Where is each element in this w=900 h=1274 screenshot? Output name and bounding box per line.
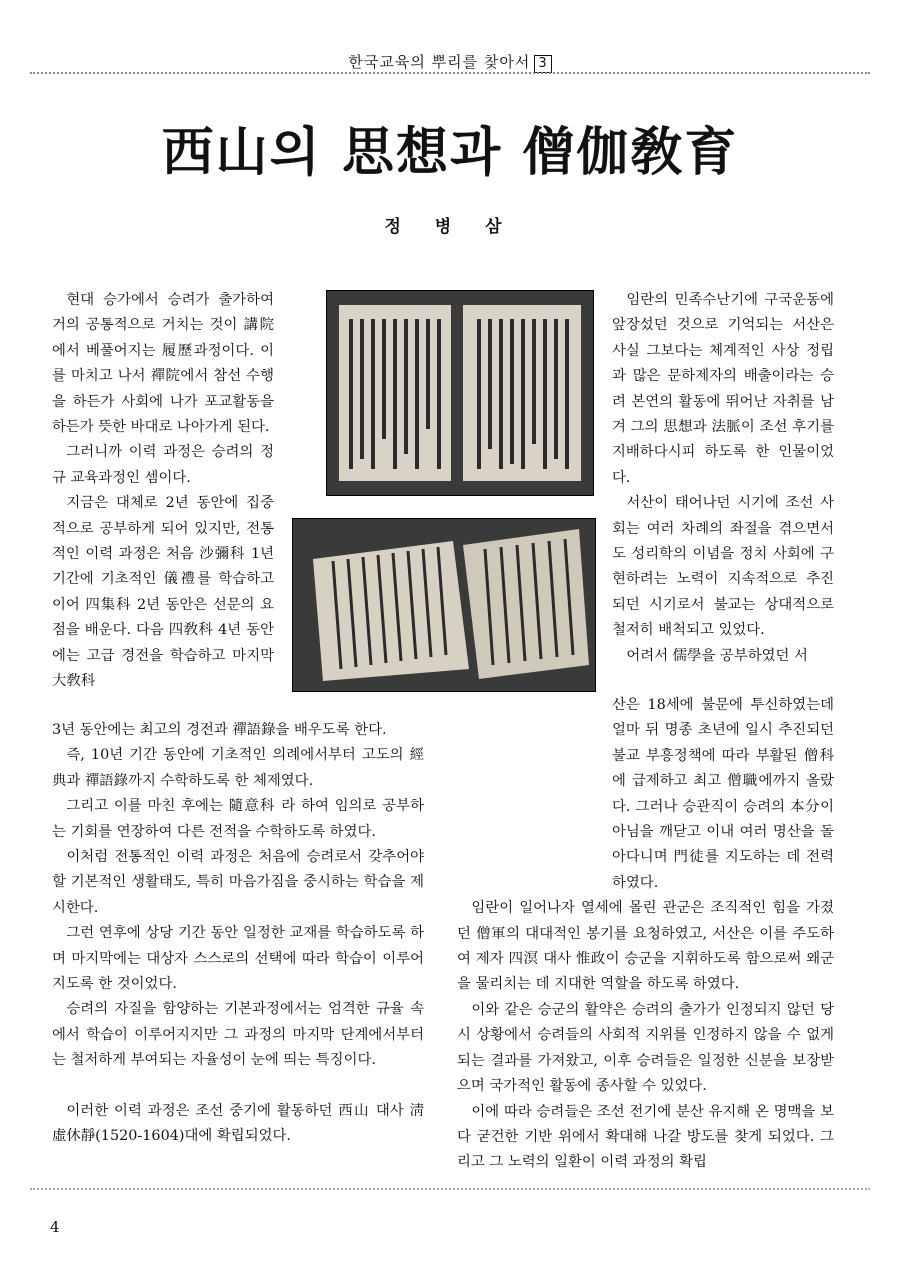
paragraph: 어려서 儒學을 공부하였던 서 — [626, 647, 808, 664]
series-header — [0, 51, 900, 73]
paragraph: 이와 같은 승군의 활약은 승려의 출가가 인정되지 않던 당시 상황에서 승려들의 사회적 지위를 인정하지 않을 수 없게 되는 결과를 가져왔고, 이후 승려들은 일정한 신분을 보장받으며 국가적인 활동에 종사할 수 있었다. — [457, 1001, 834, 1095]
series-title: 한국교육의 뿌리를 찾아서 — [348, 53, 531, 71]
paragraph: 지금은 대체로 2년 동안에 집중적으로 공부하게 되어 있지만, 전통적인 이력 과정은 처음 沙彌科 1년 기간에 기초적인 儀禮를 학습하고 이어 四集科 2년 동안은 선문의 요점을 배운다. 다음 四敎科 4년 동안에는 고급 경전을 학습하고 마지막 大敎科 — [52, 495, 274, 690]
right-column-upper — [612, 288, 834, 669]
series-number: 3 — [534, 55, 551, 73]
scripture-volumes-image — [293, 519, 595, 691]
paragraph: 3년 동안에는 최고의 경전과 禪語錄을 배우도록 한다. — [52, 722, 387, 738]
scripture-volumes-photo — [292, 518, 596, 692]
left-column-upper — [52, 288, 274, 695]
paragraph: 승려의 자질을 함양하는 기본과정에서는 엄격한 규율 속에서 학습이 이루어지지만 그 과정의 마지막 단계에서부터는 철저하게 부여되는 자율성이 눈에 띄는 특징이다. — [52, 1001, 424, 1069]
paragraph: 이처럼 전통적인 이력 과정은 처음에 승려로서 갖추어야 할 기본적인 생활태도, 특히 마음가짐을 중시하는 학습을 제시한다. — [52, 849, 424, 916]
paragraph: 그러니까 이력 과정은 승려의 정규 교육과정인 셈이다. — [52, 444, 274, 486]
article-title: 西山의 思想과 僧伽敎育 — [161, 122, 739, 183]
paragraph: 임란이 일어나자 열세에 몰린 관군은 조직적인 힘을 가졌던 僧軍의 대대적인 봉기를 요청하였고, 서산은 이를 주도하여 제자 四溟 대사 惟政이 승군을 지휘하도록 함으로써 왜군을 물리치는 데 지대한 역할을 하도록 하였다. — [457, 900, 834, 993]
right-column-lower — [457, 693, 834, 1176]
footer-divider — [30, 1188, 870, 1190]
paragraph: 산은 18세에 불문에 투신하였는데 얼마 뒤 명종 초년에 일시 추진되던 불교 부흥정책에 따라 부활된 僧科에 급제하고 최고 僧職에까지 올랐다. 그러나 승관직이 승려의 本分이 아님을 깨닫고 이내 여러 명산을 돌아다니며 門徒를 지도하는 데 전력하였다. — [612, 697, 834, 891]
header-divider — [30, 72, 870, 74]
paragraph: 이에 따라 승려들은 조선 전기에 분산 유지해 온 명맥을 보다 굳건한 기반 위에서 확대해 나갈 방도를 찾게 되었다. 그리고 그 노력의 일환이 이력 과정의 확립 — [457, 1103, 834, 1171]
sutra-book-image — [327, 291, 593, 495]
paragraph: 서산이 태어나던 시기에 조선 사회는 여러 차례의 좌절을 겪으면서도 성리학의 이념을 정치 사회에 구현하려는 노력이 지속적으로 추진되던 시기로서 불교는 상대적으로 철저히 배척되고 있었다. — [612, 495, 834, 639]
sutra-book-photo — [326, 290, 594, 496]
paragraph: 즉, 10년 기간 동안에 기초적인 의례에서부터 고도의 經典과 禪語錄까지 수학하도록 한 체제였다. — [52, 747, 424, 789]
paragraph: 임란의 민족수난기에 구국운동에 앞장섰던 것으로 기억되는 서산은 사실 그보다는 체계적인 사상 정립과 많은 문하제자의 배출이라는 승려 본연의 활동에 뛰어난 자취를 남겨 그의 思想과 法脈이 조선 후기를 지배하다시피 하도록 한 인물이었다. — [612, 292, 834, 486]
article-author: 정 병 삼 — [384, 217, 516, 237]
paragraph: 현대 승가에서 승려가 출가하여 거의 공통적으로 거치는 것이 講院에서 베풀어지는 履歷과정이다. 이를 마치고 나서 禪院에서 참선 수행을 하든가 사회에 나가 포교활동을 하든가 뜻한 바대로 나아가게 된다. — [52, 292, 274, 436]
paragraph: 그런 연후에 상당 기간 동안 일정한 교재를 학습하도록 하며 마지막에는 대상자 스스로의 선택에 따라 학습이 이루어지도록 한 것이었다. — [52, 925, 424, 993]
page-number: 4 — [50, 1218, 60, 1236]
left-column-lower — [52, 718, 424, 1150]
paragraph: 그리고 이를 마친 후에는 隨意科 라 하여 임의로 공부하는 기회를 연장하여 다른 전적을 수학하도록 하였다. — [52, 798, 424, 840]
paragraph: 이러한 이력 과정은 조선 중기에 활동하던 西山 대사 淸虛休靜(1520-1604)대에 확립되었다. — [52, 1102, 424, 1145]
